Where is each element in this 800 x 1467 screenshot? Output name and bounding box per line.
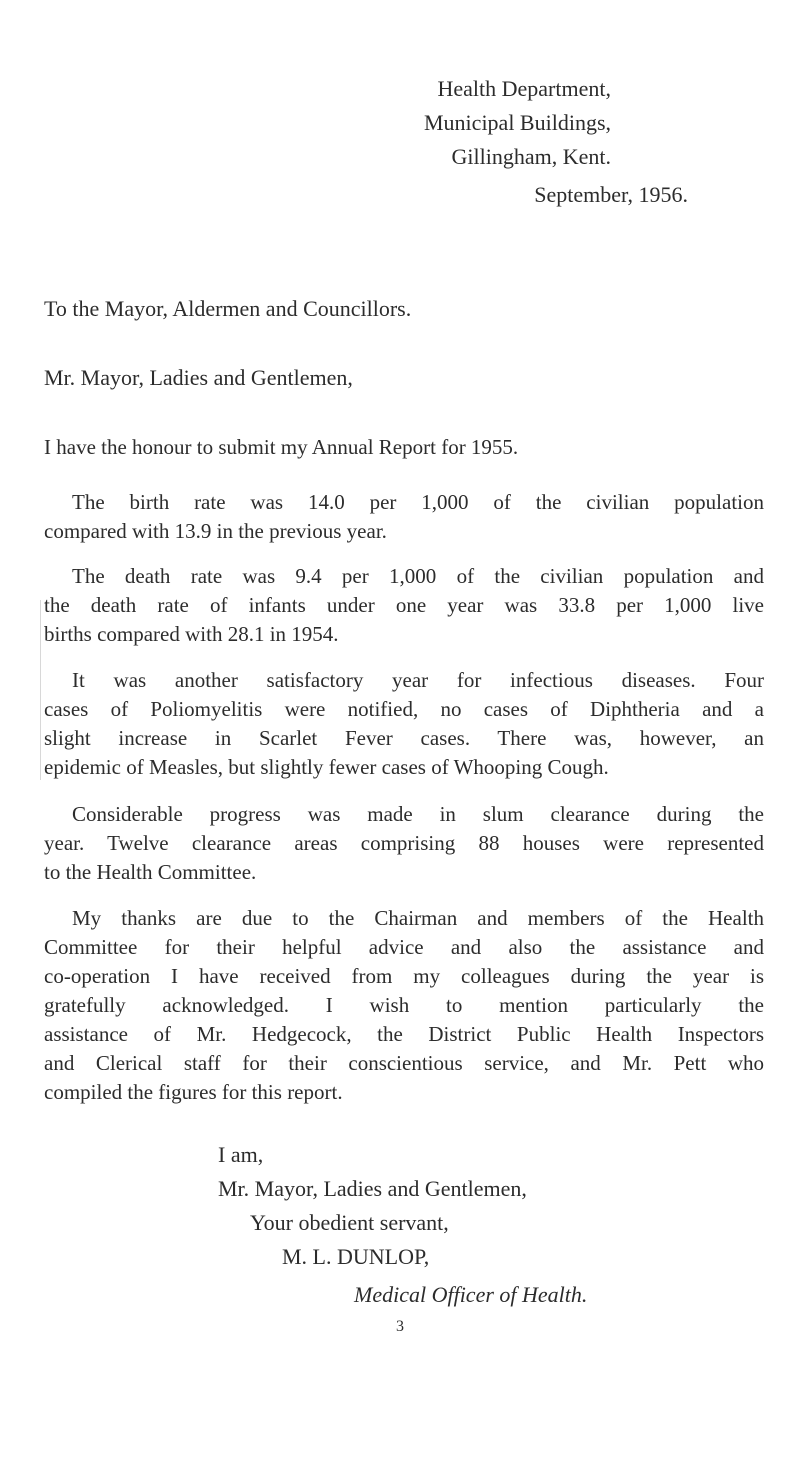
page-number: 3 [396,1318,404,1335]
paragraph-line: compared with 13.9 in the previous year. [44,519,387,543]
paragraph-infectious-diseases [44,666,764,782]
paragraph-line: slight increase in Scarlet Fever cases. There was, however, an [44,726,764,750]
paragraph-line: compiled the figures for this report. [44,1080,343,1104]
paragraph-line: My thanks are due to the Chairman and members of the Health [72,906,764,930]
address-line-town: Gillingham, Kent. [451,144,611,169]
closing-i-am: I am, [218,1142,264,1167]
paragraph-slum-clearance [44,800,764,887]
paragraph-line: births compared with 28.1 in 1954. [44,622,339,646]
paragraph-acknowledgements [44,904,764,1107]
paragraph-line: Considerable progress was made in slum clearance during the [72,802,764,826]
greeting-line: Mr. Mayor, Ladies and Gentlemen, [44,365,353,390]
paragraph-line: the death rate of infants under one year was 33.8 per 1,000 live [44,593,764,617]
paragraph-line: to the Health Committee. [44,860,257,884]
margin-shadow-line [40,600,41,780]
paragraph-death-rate [44,562,764,649]
signature-title: Medical Officer of Health. [354,1282,588,1307]
paragraph-line: co-operation I have received from my colleagues during the year is [44,964,764,988]
paragraph-line: It was another satisfactory year for infectious diseases. Four [72,668,764,692]
paragraph-line: gratefully acknowledged. I wish to mention particularly the [44,993,764,1017]
paragraph-line: The death rate was 9.4 per 1,000 of the civilian population and [72,564,764,588]
paragraph-line: cases of Poliomyelitis were notified, no cases of Diphtheria and a [44,697,764,721]
addressee-line: To the Mayor, Aldermen and Councillors. [44,296,412,321]
paragraph-line: Committee for their helpful advice and also the assistance and [44,935,764,959]
paragraph-line: assistance of Mr. Hedgecock, the District Public Health Inspectors [44,1022,764,1046]
paragraph-report-intro [44,433,764,462]
paragraph-line: and Clerical staff for their conscientious service, and Mr. Pett who [44,1051,764,1075]
paragraph-line: The birth rate was 14.0 per 1,000 of the civilian population [72,490,764,514]
closing-address: Mr. Mayor, Ladies and Gentlemen, [218,1176,527,1201]
paragraph-line: year. Twelve clearance areas comprising 88 houses were represented [44,831,764,855]
address-line-buildings: Municipal Buildings, [424,110,611,135]
paragraph-birth-rate [44,488,764,546]
signature-name: M. L. DUNLOP, [282,1244,430,1269]
closing-servant: Your obedient servant, [250,1210,449,1235]
paragraph-line: epidemic of Measles, but slightly fewer cases of Whooping Cough. [44,755,609,779]
letter-date: September, 1956. [534,182,688,207]
paragraph-line: I have the honour to submit my Annual Report for 1955. [44,435,519,459]
address-line-department: Health Department, [437,76,611,101]
